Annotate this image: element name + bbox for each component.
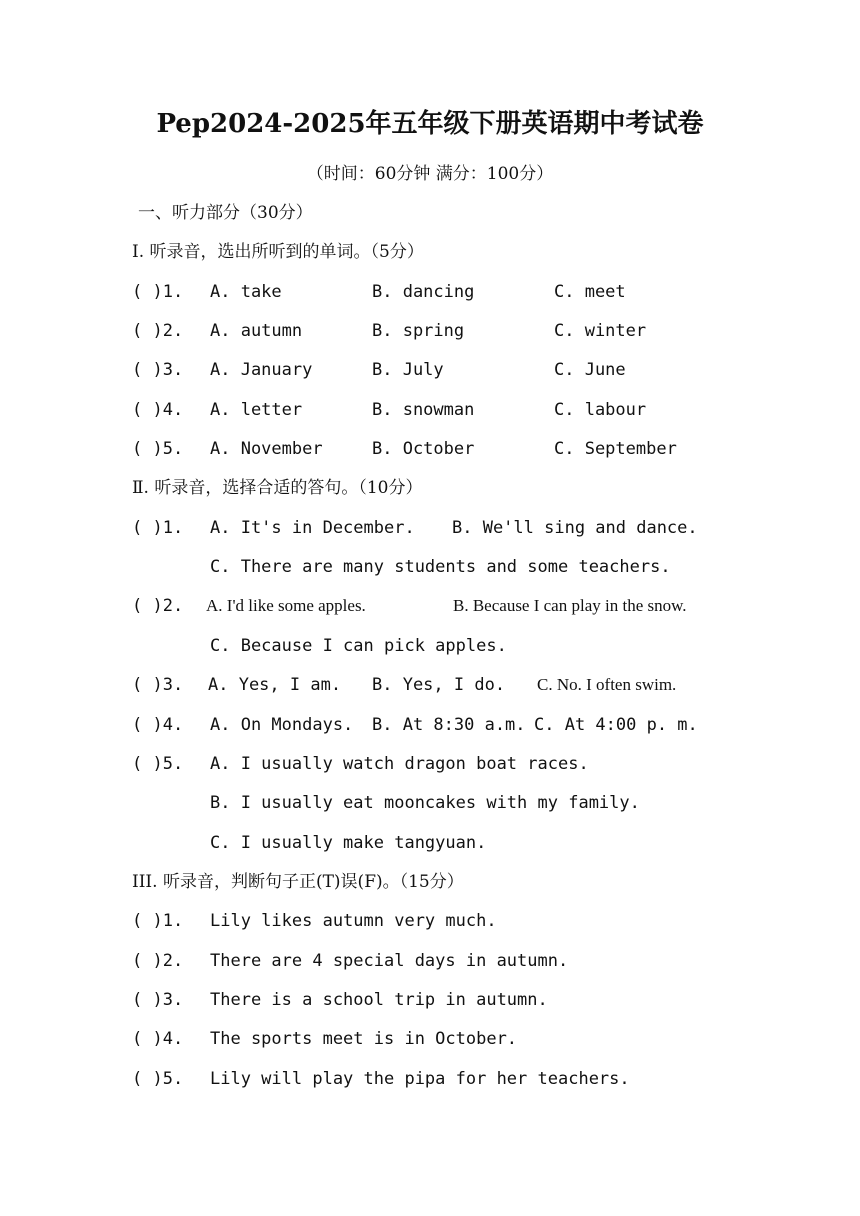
part-heading-listening: 一、听力部分（30分）	[138, 203, 313, 223]
statement-text: There is a school trip in autumn.	[210, 990, 548, 1010]
answer-blank: ( )3.	[132, 675, 184, 695]
statement-text: Lily will play the pipa for her teachers.	[210, 1069, 630, 1089]
section-1-heading: Ⅰ. 听录音，选出所听到的单词。（5分）	[132, 242, 424, 262]
answer-blank: ( )5.	[132, 439, 184, 459]
option-b: B. We'll sing and dance.	[452, 518, 698, 538]
option-a: A. autumn	[210, 321, 303, 341]
answer-blank: ( )5.	[132, 754, 184, 774]
answer-blank: ( )3.	[132, 360, 184, 380]
option-c: C. No. I often swim.	[537, 675, 677, 694]
answer-blank: ( )1.	[132, 282, 184, 302]
answer-blank: ( )2.	[132, 596, 184, 616]
answer-blank: ( )1.	[132, 518, 184, 538]
option-a: A. November	[210, 439, 323, 459]
statement-text: Lily likes autumn very much.	[210, 911, 497, 931]
option-c: C. I usually make tangyuan.	[210, 833, 487, 853]
option-c: C. June	[554, 360, 626, 380]
option-c: C. There are many students and some teachers.	[210, 557, 671, 577]
option-c: C. At 4:00 p. m.	[534, 715, 698, 735]
answer-blank: ( )4.	[132, 715, 184, 735]
option-b: B. dancing	[372, 282, 475, 302]
option-a: A. On Mondays.	[210, 715, 354, 735]
answer-blank: ( )4.	[132, 400, 184, 420]
option-b: B. spring	[372, 321, 465, 341]
option-b: B. I usually eat mooncakes with my family.	[210, 793, 640, 813]
option-a: A. I'd like some apples.	[206, 596, 366, 615]
option-a: A. letter	[210, 400, 303, 420]
option-b: B. At 8:30 a.m.	[372, 715, 526, 735]
exam-info: （时间：60分钟 满分：100分）	[306, 164, 554, 184]
option-b: B. Because I can play in the snow.	[453, 596, 687, 615]
option-a: A. I usually watch dragon boat races.	[210, 754, 589, 774]
option-c: C. labour	[554, 400, 647, 420]
option-c: C. Because I can pick apples.	[210, 636, 507, 656]
answer-blank: ( )5.	[132, 1069, 184, 1089]
option-a: A. January	[210, 360, 313, 380]
option-a: A. Yes, I am.	[208, 675, 342, 695]
statement-text: The sports meet is in October.	[210, 1029, 518, 1049]
answer-blank: ( )3.	[132, 990, 184, 1010]
option-c: C. meet	[554, 282, 626, 302]
statement-text: There are 4 special days in autumn.	[210, 951, 569, 971]
answer-blank: ( )4.	[132, 1029, 184, 1049]
answer-blank: ( )1.	[132, 911, 184, 931]
option-c: C. September	[554, 439, 677, 459]
option-b: B. July	[372, 360, 444, 380]
section-2-heading: Ⅱ. 听录音，选择合适的答句。（10分）	[132, 478, 423, 498]
section-3-heading: III. 听录音，判断句子正(T)误(F)。（15分）	[132, 872, 464, 892]
option-a: A. take	[210, 282, 282, 302]
answer-blank: ( )2.	[132, 321, 184, 341]
option-b: B. October	[372, 439, 475, 459]
page-title: Pep2024-2025年五年级下册英语期中考试卷	[156, 109, 704, 139]
option-a: A. It's in December.	[210, 518, 415, 538]
option-b: B. snowman	[372, 400, 475, 420]
option-c: C. winter	[554, 321, 647, 341]
option-b: B. Yes, I do.	[372, 675, 506, 695]
answer-blank: ( )2.	[132, 951, 184, 971]
